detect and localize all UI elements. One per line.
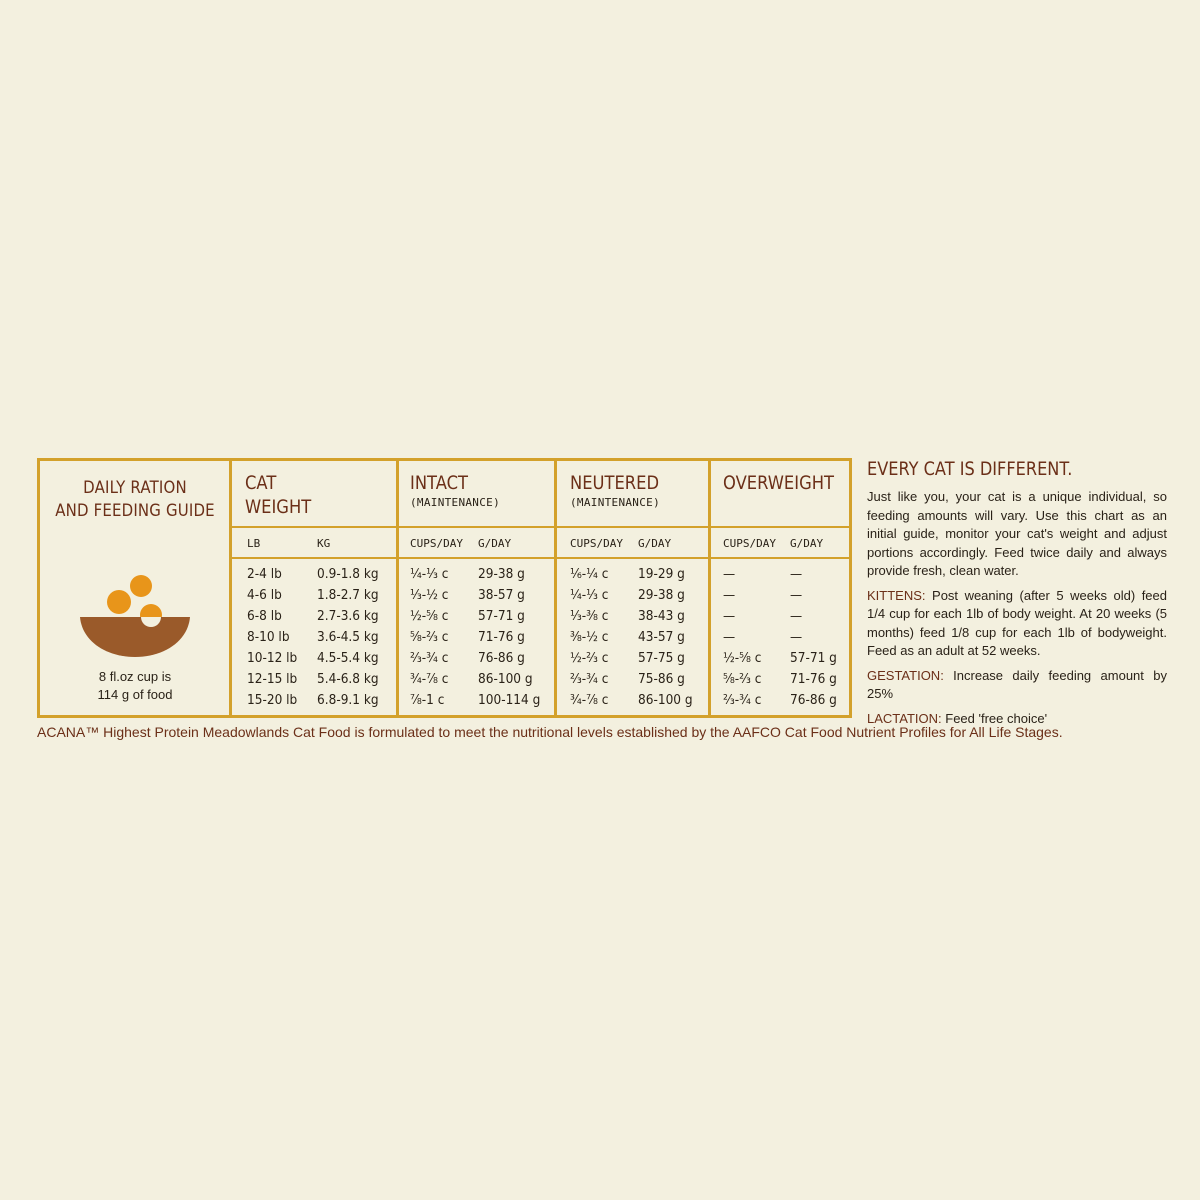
cell-weight-lb: 8-10 lb (247, 629, 290, 645)
cell-intact-cups: ⅝-⅔ c (410, 629, 449, 645)
cell-intact-cups: ½-⅝ c (410, 608, 449, 624)
kittens-label: KITTENS: (867, 587, 926, 603)
col-head-neutered: NEUTERED (570, 472, 660, 494)
cell-weight-lb: 10-12 lb (247, 650, 298, 666)
cell-weight-kg: 0.9-1.8 kg (317, 566, 379, 582)
gestation-label: GESTATION: (867, 667, 944, 683)
guide-title-line1: DAILY RATION (83, 478, 187, 498)
cell-weight-lb: 4-6 lb (247, 587, 282, 603)
col-head-weight (245, 471, 311, 519)
cell-overweight-cups: — (723, 587, 736, 603)
cell-intact-cups: ⅓-½ c (410, 587, 449, 603)
cell-overweight-cups: — (723, 608, 736, 624)
col-sub-neutered: (MAINTENANCE) (570, 496, 660, 509)
cell-overweight-g: 71-76 g (790, 671, 837, 687)
cell-intact-cups: ¼-⅓ c (410, 566, 449, 582)
footnote: ACANA™ Highest Protein Meadowlands Cat Food is formulated to meet the nutritional levels established by the AAFCO Cat Food Nutrient Profiles for All Life Stages. (37, 724, 1063, 740)
cell-intact-g: 86-100 g (478, 671, 533, 687)
col-head-overweight: OVERWEIGHT (723, 472, 835, 494)
cell-overweight-g: — (790, 608, 803, 624)
guide-title (51, 477, 218, 523)
divider (708, 461, 711, 715)
cell-overweight-g: 76-86 g (790, 692, 837, 708)
cell-intact-g: 76-86 g (478, 650, 525, 666)
kittens-text: Post weaning (after 5 weeks old) feed 1/4 cup for each 1lb of body weight. At 20 weeks (5 months) feed 1/8 cup for each 1lb of bodyweight. Feed as an adult at 52 weeks. (867, 587, 1167, 658)
gestation-note (867, 667, 1167, 704)
cell-overweight-g: — (790, 566, 803, 582)
cell-weight-kg: 2.7-3.6 kg (317, 608, 379, 624)
divider (396, 461, 399, 715)
cell-overweight-g: — (790, 629, 803, 645)
unit-intact-g: G/DAY (478, 537, 512, 550)
unit-kg: KG (317, 537, 331, 550)
cell-weight-lb: 12-15 lb (247, 671, 298, 687)
cell-overweight-cups: ⅝-⅔ c (723, 671, 762, 687)
cell-intact-cups: ¾-⅞ c (410, 671, 449, 687)
cell-overweight-cups: — (723, 566, 736, 582)
cell-intact-g: 100-114 g (478, 692, 541, 708)
divider (554, 461, 557, 715)
cell-overweight-cups: ½-⅝ c (723, 650, 762, 666)
kittens-note (867, 587, 1167, 661)
food-bowl-icon (78, 573, 193, 663)
cell-intact-g: 29-38 g (478, 566, 525, 582)
cell-neutered-g: 57-75 g (638, 650, 685, 666)
col-sub-intact: (MAINTENANCE) (410, 496, 500, 509)
lactation-text: Feed 'free choice' (941, 710, 1048, 726)
col-head-weight-line2: WEIGHT (245, 496, 312, 518)
cell-weight-lb: 2-4 lb (247, 566, 282, 582)
guide-title-line2: AND FEEDING GUIDE (55, 501, 215, 521)
cell-weight-kg: 6.8-9.1 kg (317, 692, 379, 708)
gestation-text: Increase daily feeding amount by 25% (867, 667, 1167, 701)
cell-overweight-g: — (790, 587, 803, 603)
cell-neutered-g: 29-38 g (638, 587, 685, 603)
cup-note-line2: 114 g of food (97, 687, 173, 702)
cell-neutered-g: 43-57 g (638, 629, 685, 645)
cell-overweight-cups: ⅔-¾ c (723, 692, 762, 708)
cell-weight-kg: 4.5-5.4 kg (317, 650, 379, 666)
cell-neutered-g: 19-29 g (638, 566, 685, 582)
unit-lb: LB (247, 537, 261, 550)
cell-weight-lb: 6-8 lb (247, 608, 282, 624)
cell-weight-kg: 5.4-6.8 kg (317, 671, 379, 687)
lactation-label: LACTATION: (867, 710, 942, 726)
unit-overweight-g: G/DAY (790, 537, 824, 550)
cell-intact-g: 71-76 g (478, 629, 525, 645)
cell-neutered-g: 75-86 g (638, 671, 685, 687)
unit-intact-cups: CUPS/DAY (410, 537, 463, 550)
cup-note (40, 668, 230, 704)
cup-note-line1: 8 fl.oz cup is (98, 669, 172, 684)
info-title: EVERY CAT IS DIFFERENT. (867, 458, 1073, 480)
cell-neutered-cups: ⅓-⅜ c (570, 608, 609, 624)
cell-weight-lb: 15-20 lb (247, 692, 298, 708)
feeding-guide-table (37, 458, 852, 718)
cell-neutered-cups: ¾-⅞ c (570, 692, 609, 708)
divider (232, 526, 849, 528)
unit-neutered-cups: CUPS/DAY (570, 537, 623, 550)
cell-intact-g: 57-71 g (478, 608, 525, 624)
col-head-weight-line1: CAT (245, 472, 277, 494)
cell-weight-kg: 1.8-2.7 kg (317, 587, 379, 603)
info-intro: Just like you, your cat is a unique individual, so feeding amounts will vary. Use this chart as an initial guide, monitor your cat's weight and adjust portions accordingly. Feed twice daily and always provide fresh, clean water. (867, 489, 1167, 578)
cell-intact-g: 38-57 g (478, 587, 525, 603)
col-head-intact: INTACT (410, 472, 469, 494)
cell-neutered-g: 38-43 g (638, 608, 685, 624)
cell-intact-cups: ⅔-¾ c (410, 650, 449, 666)
divider (232, 557, 849, 559)
unit-overweight-cups: CUPS/DAY (723, 537, 776, 550)
unit-neutered-g: G/DAY (638, 537, 672, 550)
cell-neutered-cups: ⅜-½ c (570, 629, 609, 645)
cell-neutered-cups: ⅙-¼ c (570, 566, 609, 582)
cell-overweight-g: 57-71 g (790, 650, 837, 666)
cell-neutered-cups: ¼-⅓ c (570, 587, 609, 603)
cell-neutered-g: 86-100 g (638, 692, 693, 708)
cell-weight-kg: 3.6-4.5 kg (317, 629, 379, 645)
cell-overweight-cups: — (723, 629, 736, 645)
cell-neutered-cups: ⅔-¾ c (570, 671, 609, 687)
cell-intact-cups: ⅞-1 c (410, 692, 445, 708)
cell-neutered-cups: ½-⅔ c (570, 650, 609, 666)
info-panel (867, 458, 1167, 734)
